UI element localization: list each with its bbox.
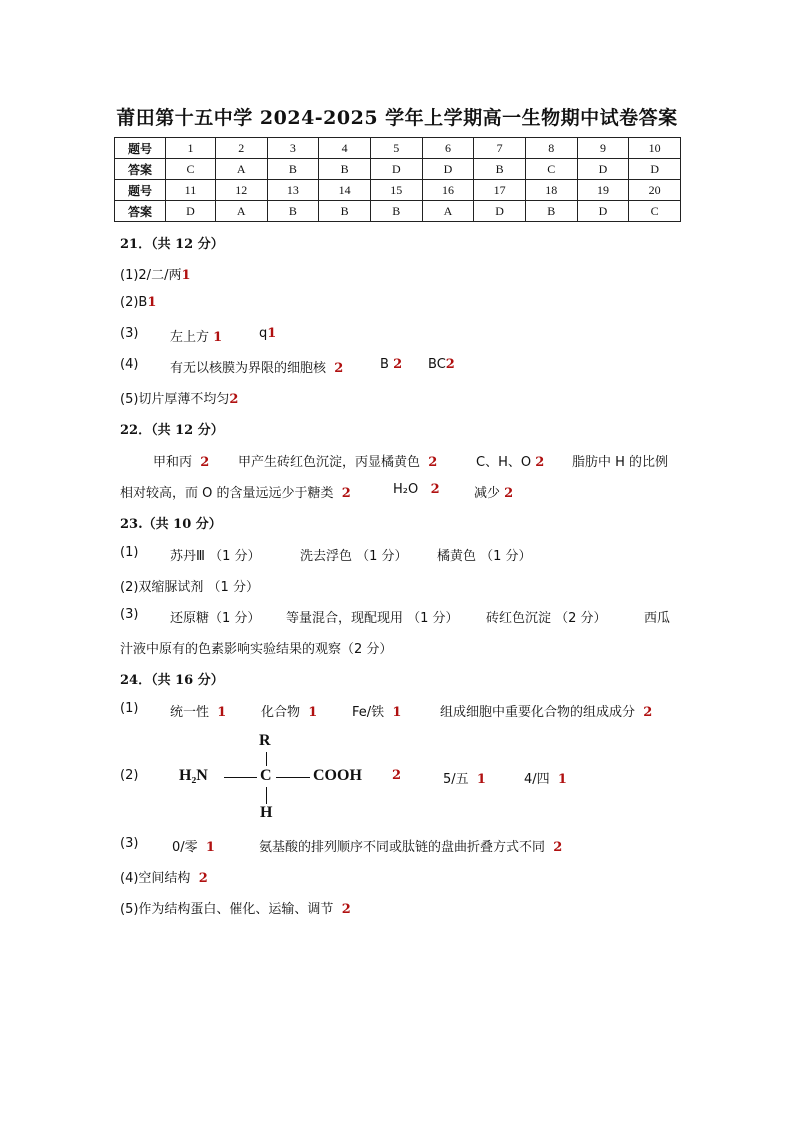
answer-text: 相对较高，而 O 的含量远远少于糖类 [120, 486, 334, 501]
q23-3-answer-b: 等量混合，现配现用 （1 分） [286, 611, 459, 626]
answer-text: 4/四 [524, 772, 550, 787]
table-cell: B [267, 201, 319, 222]
q24-3-answer-a [172, 836, 215, 855]
table-cell: A [215, 159, 267, 180]
points: 1 [217, 705, 227, 720]
q23-heading: 23.（共 10 分） [120, 517, 222, 532]
q23-3-label: (3) [120, 607, 139, 622]
q24-1-answer-c [352, 701, 401, 720]
q24-2-answer-b [443, 768, 486, 787]
answer-text: 组成细胞中重要化合物的组成成分 [440, 705, 636, 720]
table-cell: 13 [267, 180, 319, 201]
table-cell: A [215, 201, 267, 222]
header-cell: 题号 [115, 180, 166, 201]
answer-text: q [259, 326, 268, 341]
hydrogen-label: H [260, 804, 273, 821]
q24-1-answer-b [261, 701, 317, 720]
table-cell: 9 [577, 138, 629, 159]
answer-text: 化合物 [261, 705, 301, 720]
q24-3-answer-b [259, 836, 562, 855]
q21-3-label: (3) [120, 326, 139, 341]
points: 2 [392, 768, 402, 783]
points: 1 [147, 295, 157, 310]
points: 2 [200, 455, 210, 470]
table-cell: 1 [166, 138, 216, 159]
q22-answer-e [393, 482, 440, 497]
points: 2 [393, 357, 403, 372]
table-cell: 8 [525, 138, 577, 159]
alpha-carbon-label: C [260, 767, 272, 784]
table-cell: 4 [319, 138, 371, 159]
table-cell: B [267, 159, 319, 180]
table-cell: 7 [474, 138, 526, 159]
answer-text: C、H、O [476, 455, 532, 470]
q22-answer-f [474, 482, 513, 501]
q21-4-answer-c [428, 357, 455, 372]
q23-1-answer-a: 苏丹Ⅲ （1 分） [170, 549, 261, 564]
table-cell: C [166, 159, 216, 180]
points: 1 [205, 840, 215, 855]
points: 1 [308, 705, 318, 720]
q24-2-label: (2) [120, 768, 139, 783]
points: 1 [557, 772, 567, 787]
answer-text: 左上方 [170, 330, 210, 345]
points: 2 [430, 482, 440, 497]
table-cell: C [525, 159, 577, 180]
answer-text: 氨基酸的排列顺序不同或肽链的盘曲折叠方式不同 [259, 840, 546, 855]
q22-answer-c [476, 451, 544, 470]
answer-text: H₂O [393, 482, 419, 497]
q21-line5 [120, 388, 238, 407]
q23-line4: 汁液中原有的色素影响实验结果的观察（2 分） [120, 642, 393, 657]
q21-heading: 21．（共 12 分） [120, 237, 224, 252]
points: 2 [535, 455, 545, 470]
bond-line [266, 787, 267, 804]
table-cell: 17 [474, 180, 526, 201]
table-cell: D [577, 159, 629, 180]
answer-text: 0/零 [172, 840, 198, 855]
points: 2 [341, 902, 351, 917]
table-cell: 16 [422, 180, 474, 201]
points: 2 [643, 705, 653, 720]
points: 2 [198, 871, 208, 886]
header-cell: 答案 [115, 201, 166, 222]
points: 2 [504, 486, 514, 501]
points: 1 [213, 330, 223, 345]
answer-text: (1)2/二/两 [120, 268, 182, 283]
table-cell: D [166, 201, 216, 222]
table-cell: 15 [370, 180, 422, 201]
table-cell: D [629, 159, 681, 180]
table-cell: D [370, 159, 422, 180]
table-cell: B [525, 201, 577, 222]
answer-text: 甲产生砖红色沉淀，丙显橘黄色 [238, 455, 421, 470]
table-row [115, 138, 681, 159]
answer-table [114, 137, 681, 222]
points: 1 [181, 268, 191, 283]
q21-4-answer-b [380, 357, 402, 372]
points: 2 [428, 455, 438, 470]
q24-1-answer-a [170, 701, 226, 720]
table-cell: C [629, 201, 681, 222]
table-row [115, 180, 681, 201]
points: 1 [476, 772, 486, 787]
answer-text: 5/五 [443, 772, 469, 787]
points: 1 [392, 705, 402, 720]
points: 2 [553, 840, 563, 855]
header-cell: 题号 [115, 138, 166, 159]
q24-line5 [120, 898, 351, 917]
q22-answer-d1: 脂肪中 H 的比例 [572, 455, 669, 470]
table-row [115, 201, 681, 222]
points: 2 [445, 357, 455, 372]
q23-1-answer-b: 洗去浮色 （1 分） [300, 549, 408, 564]
table-cell: B [474, 159, 526, 180]
table-cell: B [319, 201, 371, 222]
q23-1-answer-c: 橘黄色 （1 分） [437, 549, 532, 564]
q21-3-answer-a [170, 326, 222, 345]
table-cell: 2 [215, 138, 267, 159]
table-cell: 18 [525, 180, 577, 201]
table-cell: D [422, 159, 474, 180]
q24-1-answer-d [440, 701, 652, 720]
q23-3-answer-c: 砖红色沉淀 （2 分） [486, 611, 607, 626]
table-cell: B [370, 201, 422, 222]
q24-heading: 24．（共 16 分） [120, 673, 224, 688]
r-group-label: R [259, 732, 271, 749]
page-title: 莆田第十五中学 2024-2025 学年上学期高一生物期中试卷答案 [116, 107, 678, 129]
answer-text: (5)作为结构蛋白、催化、运输、调节 [120, 902, 334, 917]
table-cell: 11 [166, 180, 216, 201]
bond-line [276, 777, 310, 778]
answer-text: BC [428, 357, 446, 372]
answer-text: 有无以核膜为界限的细胞核 [170, 361, 327, 376]
q23-3-answer-a: 还原糖（1 分） [170, 611, 261, 626]
q23-line2: (2)双缩脲试剂 （1 分） [120, 580, 259, 595]
q22-answer-b [238, 451, 437, 470]
q24-1-label: (1) [120, 701, 139, 716]
table-cell: 20 [629, 180, 681, 201]
answer-text: 甲和丙 [153, 455, 193, 470]
bond-line [224, 777, 257, 778]
table-cell: 3 [267, 138, 319, 159]
q22-answer-a [153, 451, 209, 470]
points: 2 [334, 361, 344, 376]
q21-3-answer-b [259, 326, 276, 341]
q23-3-answer-d: 西瓜 [644, 611, 671, 626]
points: 2 [341, 486, 351, 501]
amino-group-label: H₂N [179, 767, 208, 784]
answer-text: 统一性 [170, 705, 210, 720]
answer-text: Fe/铁 [352, 705, 385, 720]
q24-line4 [120, 867, 208, 886]
answer-text: (2)B [120, 295, 148, 310]
q24-3-label: (3) [120, 836, 139, 851]
q22-answer-d2 [120, 482, 351, 501]
q21-4-answer-a [170, 357, 343, 376]
q24-2-answer-c [524, 768, 567, 787]
table-cell: 6 [422, 138, 474, 159]
table-cell: 19 [577, 180, 629, 201]
q21-line1 [120, 264, 191, 283]
q22-heading: 22．（共 12 分） [120, 423, 224, 438]
table-cell: 10 [629, 138, 681, 159]
q21-4-label: (4) [120, 357, 139, 372]
carboxyl-group-label: COOH [313, 767, 362, 784]
answer-text: (5)切片厚薄不均匀 [120, 392, 230, 407]
points: 2 [229, 392, 239, 407]
points: 1 [267, 326, 277, 341]
answer-text: B [380, 357, 389, 372]
table-cell: 14 [319, 180, 371, 201]
answer-text: (4)空间结构 [120, 871, 191, 886]
table-cell: D [474, 201, 526, 222]
table-cell: B [319, 159, 371, 180]
table-cell: 5 [370, 138, 422, 159]
bond-line [266, 752, 267, 766]
q21-line2 [120, 295, 156, 310]
table-cell: 12 [215, 180, 267, 201]
answer-text: 减少 [474, 486, 501, 501]
table-row [115, 159, 681, 180]
table-cell: A [422, 201, 474, 222]
table-cell: D [577, 201, 629, 222]
q24-2-points [392, 768, 401, 783]
header-cell: 答案 [115, 159, 166, 180]
q23-1-label: (1) [120, 545, 139, 560]
